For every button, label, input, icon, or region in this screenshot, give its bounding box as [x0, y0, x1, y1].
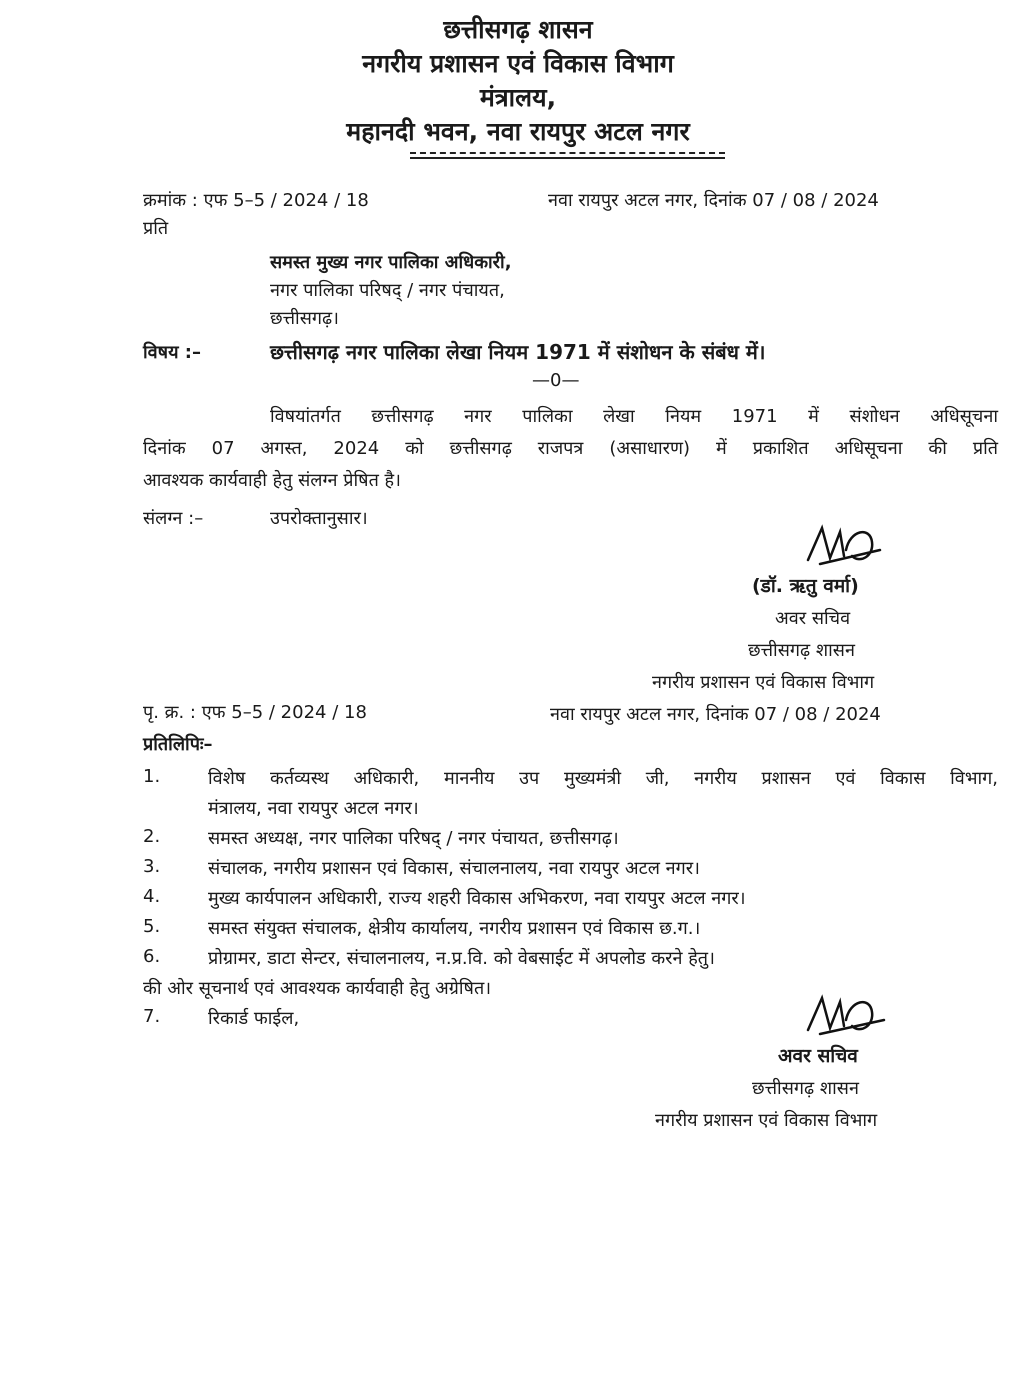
enclosure-label: संलग्न :– — [143, 508, 204, 529]
copy-item-number: 3. — [143, 856, 161, 877]
copy-item-text: समस्त संयुक्त संचालक, क्षेत्रीय कार्यालय, नगरीय प्रशासन एवं विकास छ.ग.। — [208, 918, 701, 939]
recipient-line-3: छत्तीसगढ़। — [270, 308, 339, 329]
copy-item-text: प्रोग्रामर, डाटा सेन्टर, संचालनालय, न.प्र.वि. को वेबसाईट में अपलोड करने हेतु। — [208, 948, 715, 969]
body-line-3: आवश्यक कार्यवाही हेतु संलग्न प्रेषित है। — [143, 470, 401, 491]
copy-item-text: मुख्य कार्यपालन अधिकारी, राज्य शहरी विकास अभिकरण, नवा रायपुर अटल नगर। — [208, 888, 746, 909]
recipient-line-1: समस्त मुख्य नगर पालिका अधिकारी, — [270, 252, 512, 273]
copy-item-number: 7. — [143, 1006, 161, 1027]
enclosure-text: उपरोक्तानुसार। — [270, 508, 368, 529]
copy-item-text: विशेष कर्तव्यस्थ अधिकारी, माननीय उप मुख्यमंत्री जी, नगरीय प्रशासन एवं विकास विभाग, — [208, 768, 998, 789]
header-underline — [410, 152, 725, 159]
signature-mark-2 — [800, 990, 890, 1040]
header-line-4: महानदी भवन, नवा रायपुर अटल नगर — [346, 117, 690, 146]
copy-ref-number: पृ. क्र. : एफ 5–5 / 2024 / 18 — [143, 702, 367, 723]
copy-place-date: नवा रायपुर अटल नगर, दिनांक 07 / 08 / 2024 — [550, 704, 881, 725]
copy-item-text: समस्त अध्यक्ष, नगर पालिका परिषद् / नगर पंचायत, छत्तीसगढ़। — [208, 828, 619, 849]
forward-note: की ओर सूचनार्थ एवं आवश्यक कार्यवाही हेतु अग्रेषित। — [143, 978, 492, 999]
copy-label: प्रतिलिपिः– — [143, 734, 213, 755]
body-line-2: दिनांक 07 अगस्त, 2024 को छत्तीसगढ़ राजपत्र (असाधारण) में प्रकाशित अधिसूचना की प्रति — [143, 438, 998, 459]
recipient-line-2: नगर पालिका परिषद् / नगर पंचायत, — [270, 280, 505, 301]
header-line-1: छत्तीसगढ़ शासन — [443, 15, 593, 44]
header-line-2: नगरीय प्रशासन एवं विकास विभाग — [362, 49, 674, 78]
copy-item-continuation: मंत्रालय, नवा रायपुर अटल नगर। — [208, 798, 419, 819]
separator: —0— — [532, 370, 580, 391]
subject-label: विषय :– — [143, 342, 201, 363]
copy-item-number: 2. — [143, 826, 161, 847]
copy-item-text: रिकार्ड फाईल, — [208, 1008, 300, 1029]
place-date: नवा रायपुर अटल नगर, दिनांक 07 / 08 / 2024 — [548, 190, 879, 211]
signatory-name: (डॉ. ऋतु वर्मा) — [752, 575, 859, 597]
signatory-2-dept: नगरीय प्रशासन एवं विकास विभाग — [655, 1110, 878, 1131]
ref-number: क्रमांक : एफ 5–5 / 2024 / 18 — [143, 190, 369, 211]
copy-item-number: 6. — [143, 946, 161, 967]
to-label: प्रति — [143, 218, 169, 239]
subject-text: छत्तीसगढ़ नगर पालिका लेखा नियम 1971 में संशोधन के संबंध में। — [270, 340, 766, 364]
copy-item-text: संचालक, नगरीय प्रशासन एवं विकास, संचालनालय, नवा रायपुर अटल नगर। — [208, 858, 700, 879]
copy-item-number: 4. — [143, 886, 161, 907]
signatory-2-designation: अवर सचिव — [778, 1045, 858, 1067]
body-line-1: विषयांतर्गत छत्तीसगढ़ नगर पालिका लेखा नियम 1971 में संशोधन अधिसूचना — [270, 406, 998, 427]
signatory-2-org: छत्तीसगढ़ शासन — [752, 1078, 859, 1099]
signatory-org: छत्तीसगढ़ शासन — [748, 640, 855, 661]
signatory-dept: नगरीय प्रशासन एवं विकास विभाग — [652, 672, 875, 693]
header-line-3: मंत्रालय, — [479, 83, 557, 112]
copy-item-number: 1. — [143, 766, 161, 787]
signature-mark-1 — [800, 520, 890, 570]
copy-item-number: 5. — [143, 916, 161, 937]
signatory-designation: अवर सचिव — [775, 608, 851, 629]
